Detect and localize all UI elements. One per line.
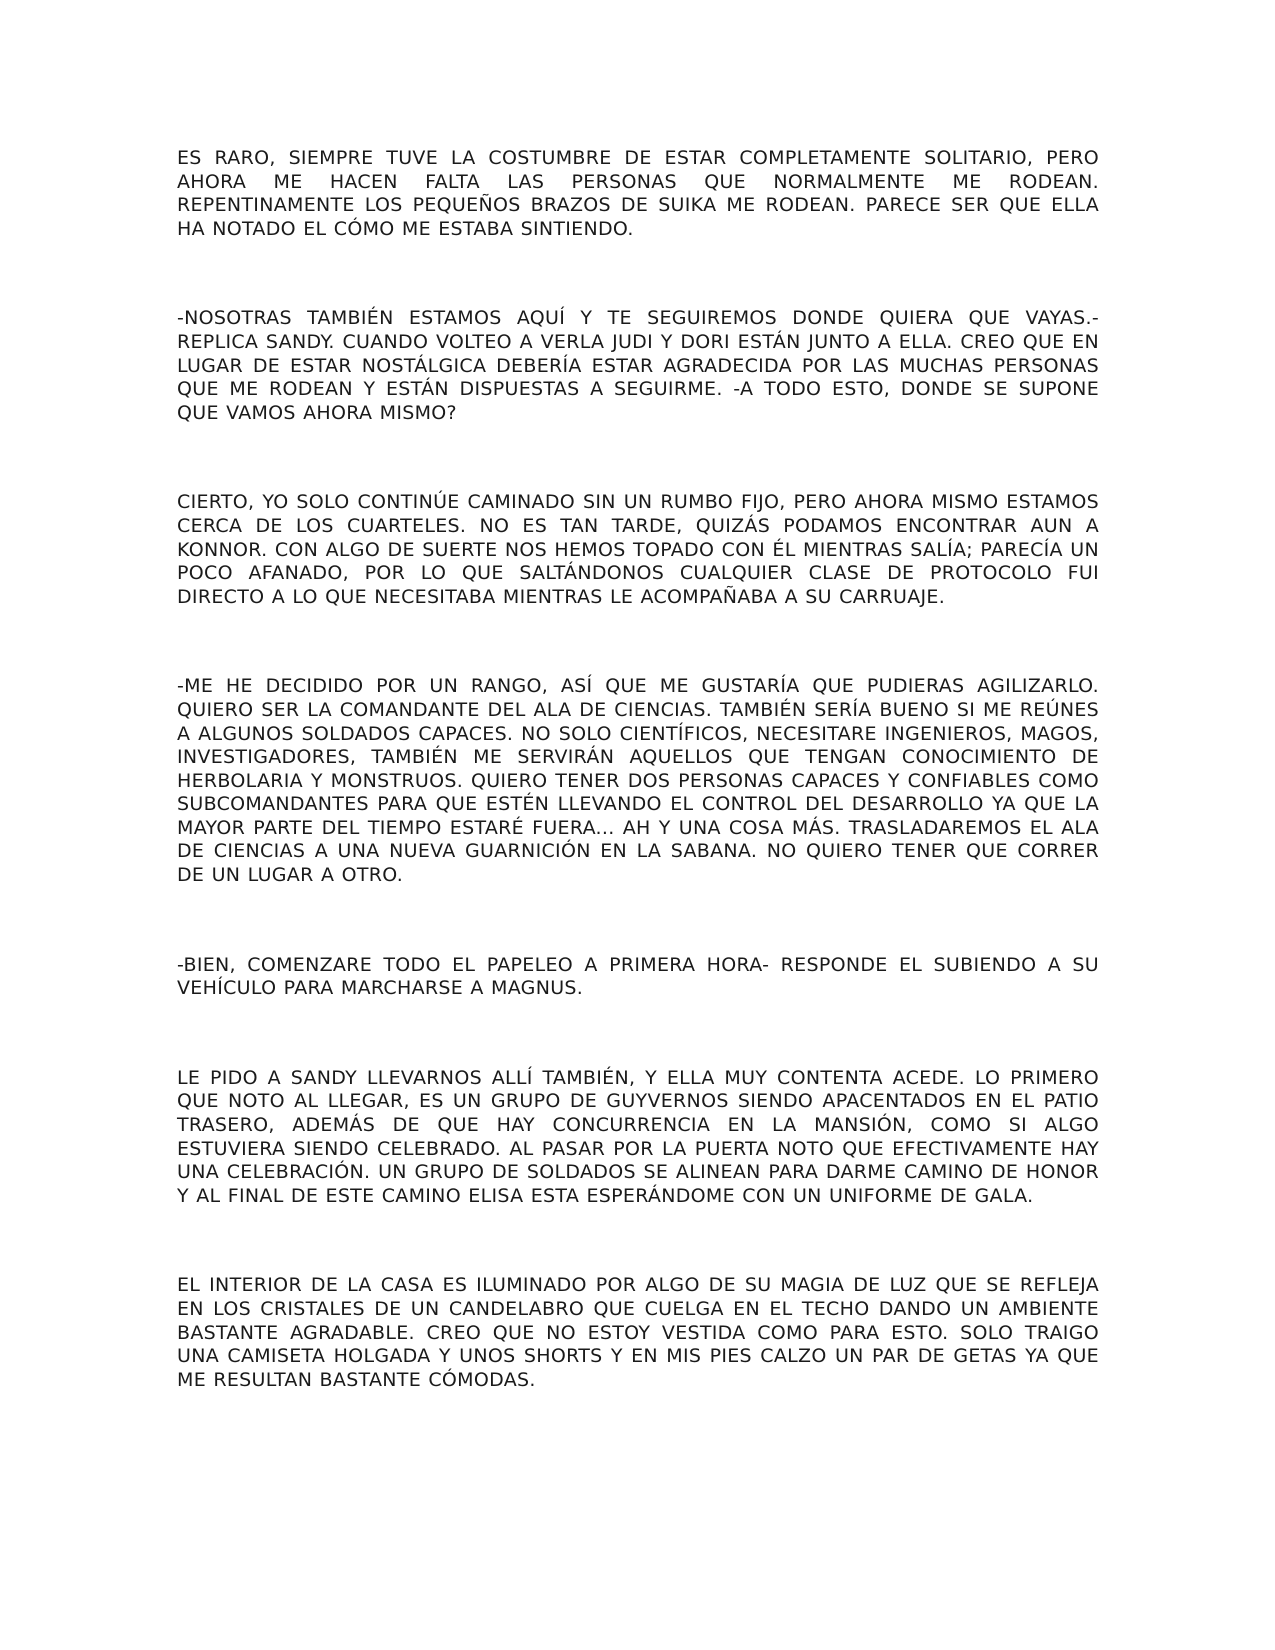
paragraph-6: LE PIDO A SANDY LLEVARNOS ALLÍ TAMBIÉN, Y ELLA MUY CONTENTA ACEDE. LO PRIMERO QUE NOTO AL LLEGAR, ES UN GRUPO DE GUYVERNOS SIENDO APACENTADOS EN EL PATIO TRASERO, ADEMÁS DE QUE HAY CONCURRENCIA EN LA MANSIÓN, COMO SI ALGO ESTUVIERA SIENDO CELEBRADO. AL PASAR POR LA PUERTA NOTO QUE EFECTIVAMENTE HAY UNA CELEBRACIÓN. UN GRUPO DE SOLDADOS SE ALINEAN PARA DARME CAMINO DE HONOR Y AL FINAL DE ESTE CAMINO ELISA ESTA ESPERÁNDOME CON UN UNIFORME DE GALA.: [177, 1066, 1099, 1207]
paragraph-4: -ME HE DECIDIDO POR UN RANGO, ASÍ QUE ME GUSTARÍA QUE PUDIERAS AGILIZARLO. QUIERO SER LA COMANDANTE DEL ALA DE CIENCIAS. TAMBIÉN SERÍA BUENO SI ME REÚNES A ALGUNOS SOLDADOS CAPACES. NO SOLO CIENTÍFICOS, NECESITARE INGENIEROS, MAGOS, INVESTIGADORES, TAMBIÉN ME SERVIRÁN AQUELLOS QUE TENGAN CONOCIMIENTO DE HERBOLARIA Y MONSTRUOS. QUIERO TENER DOS PERSONAS CAPACES Y CONFIABLES COMO SUBCOMANDANTES PARA QUE ESTÉN LLEVANDO EL CONTROL DEL DESARROLLO YA QUE LA MAYOR PARTE DEL TIEMPO ESTARÉ FUERA... AH Y UNA COSA MÁS. TRASLADAREMOS EL ALA DE CIENCIAS A UNA NUEVA GUARNICIÓN EN LA SABANA. NO QUIERO TENER QUE CORRER DE UN LUGAR A OTRO.: [177, 675, 1099, 887]
paragraph-3: CIERTO, YO SOLO CONTINÚE CAMINADO SIN UN RUMBO FIJO, PERO AHORA MISMO ESTAMOS CERCA DE LOS CUARTELES. NO ES TAN TARDE, QUIZÁS PODAMOS ENCONTRAR AUN A KONNOR. CON ALGO DE SUERTE NOS HEMOS TOPADO CON ÉL MIENTRAS SALÍA; PARECÍA UN POCO AFANADO, POR LO QUE SALTÁNDONOS CUALQUIER CLASE DE PROTOCOLO FUI DIRECTO A LO QUE NECESITABA MIENTRAS LE ACOMPAÑABA A SU CARRUAJE.: [177, 491, 1099, 608]
paragraph-7: EL INTERIOR DE LA CASA ES ILUMINADO POR ALGO DE SU MAGIA DE LUZ QUE SE REFLEJA EN LOS CRISTALES DE UN CANDELABRO QUE CUELGA EN EL TECHO DANDO UN AMBIENTE BASTANTE AGRADABLE. CREO QUE NO ESTOY VESTIDA COMO PARA ESTO. SOLO TRAIGO UNA CAMISETA HOLGADA Y UNOS SHORTS Y EN MIS PIES CALZO UN PAR DE GETAS YA QUE ME RESULTAN BASTANTE CÓMODAS.: [177, 1274, 1099, 1391]
text-column: [177, 147, 1099, 1392]
paragraph-2: -NOSOTRAS TAMBIÉN ESTAMOS AQUÍ Y TE SEGUIREMOS DONDE QUIERA QUE VAYAS.- REPLICA SANDY. CUANDO VOLTEO A VERLA JUDI Y DORI ESTÁN JUNTO A ELLA. CREO QUE EN LUGAR DE ESTAR NOSTÁLGICA DEBERÍA ESTAR AGRADECIDA POR LAS MUCHAS PERSONAS QUE ME RODEAN Y ESTÁN DISPUESTAS A SEGUIRME. -A TODO ESTO, DONDE SE SUPONE QUE VAMOS AHORA MISMO?: [177, 307, 1099, 424]
paragraph-1: ES RARO, SIEMPRE TUVE LA COSTUMBRE DE ESTAR COMPLETAMENTE SOLITARIO, PERO AHORA ME HACEN FALTA LAS PERSONAS QUE NORMALMENTE ME RODEAN. REPENTINAMENTE LOS PEQUEÑOS BRAZOS DE SUIKA ME RODEAN. PARECE SER QUE ELLA HA NOTADO EL CÓMO ME ESTABA SINTIENDO.: [177, 147, 1099, 240]
paragraph-5: -BIEN, COMENZARE TODO EL PAPELEO A PRIMERA HORA- RESPONDE EL SUBIENDO A SU VEHÍCULO PARA MARCHARSE A MAGNUS.: [177, 953, 1099, 1000]
